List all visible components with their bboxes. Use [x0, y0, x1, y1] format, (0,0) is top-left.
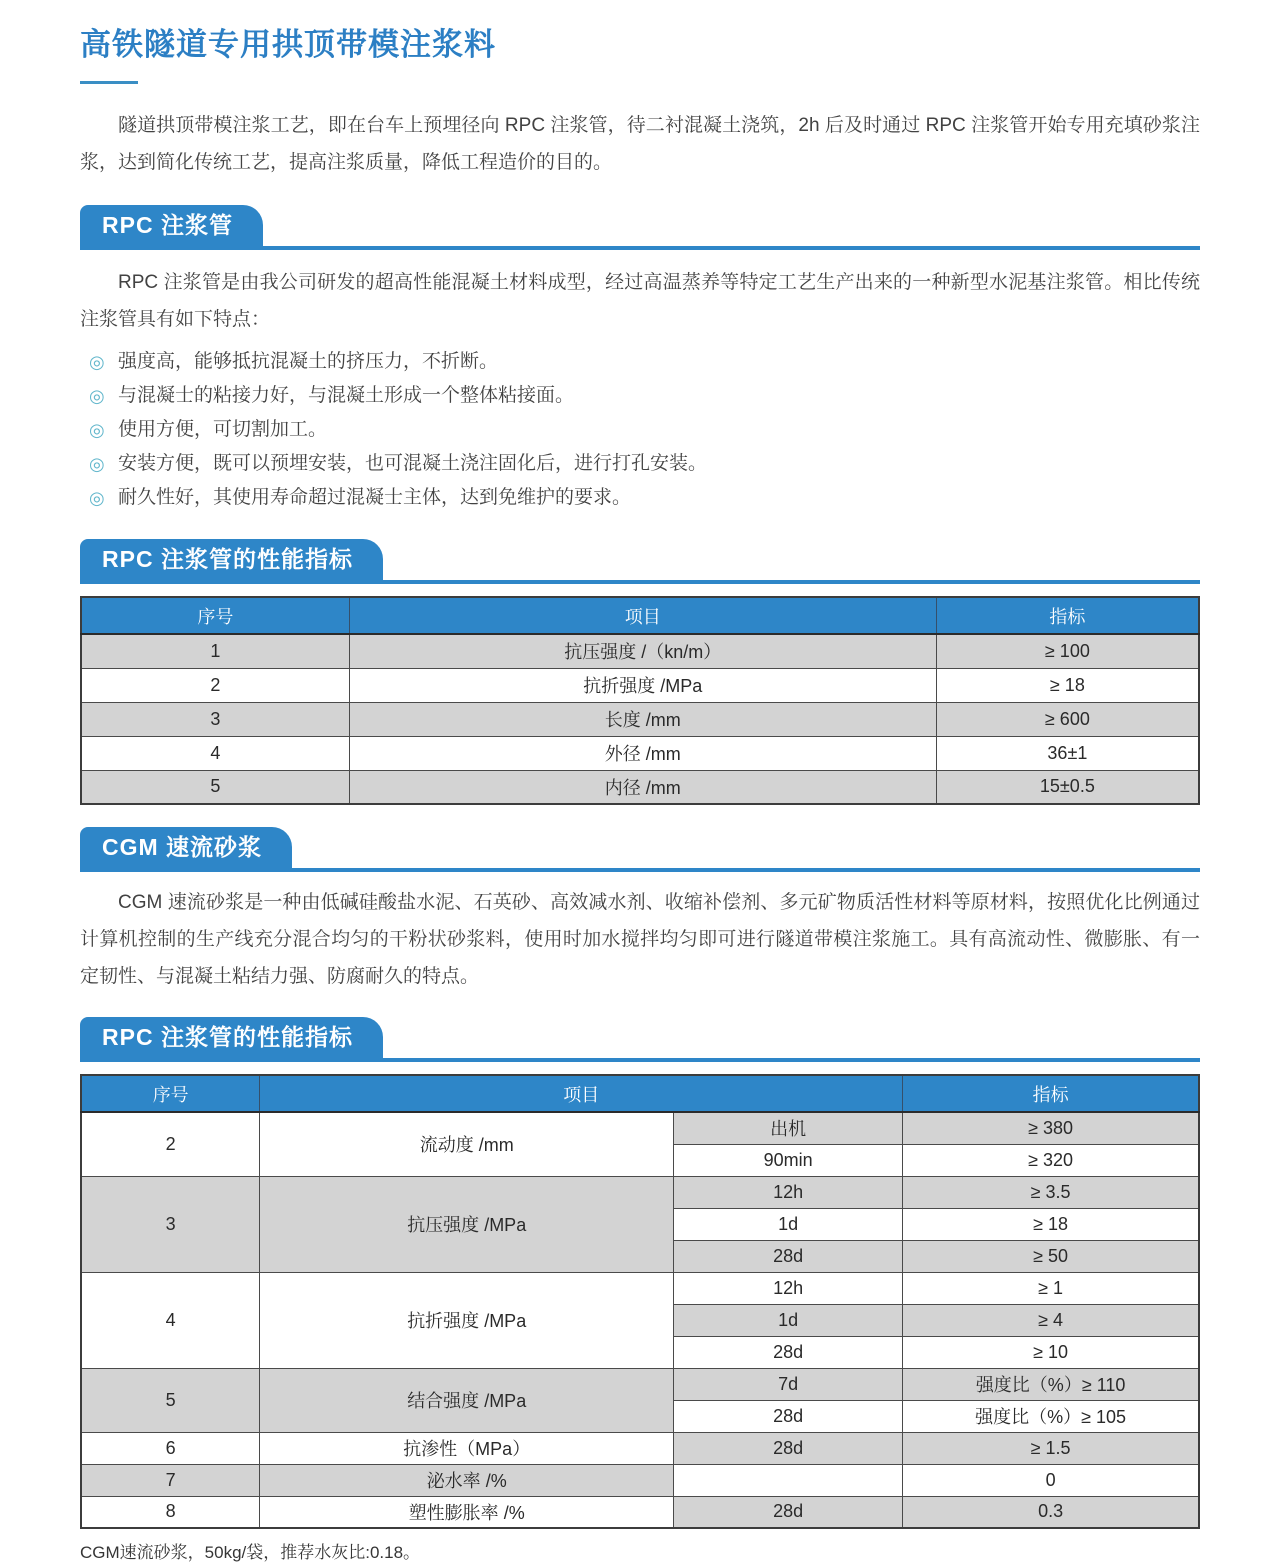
- cell-time: 7d: [674, 1368, 903, 1400]
- cell-item: 结合强度 /MPa: [260, 1368, 674, 1432]
- cell-no: 2: [81, 668, 349, 702]
- table-row: [81, 1464, 1199, 1496]
- cell-time: 出机: [674, 1112, 903, 1144]
- list-item: [80, 447, 1200, 481]
- cell-no: 6: [81, 1432, 260, 1464]
- cell-time: 28d: [674, 1240, 903, 1272]
- cell-index: 36±1: [936, 736, 1199, 770]
- table-row: [81, 1368, 1199, 1400]
- cell-item: 流动度 /mm: [260, 1112, 674, 1176]
- cell-index: ≥ 50: [903, 1240, 1199, 1272]
- cell-time: 28d: [674, 1400, 903, 1432]
- cell-no: 5: [81, 1368, 260, 1432]
- cell-index: ≥ 3.5: [903, 1176, 1199, 1208]
- table-row: [81, 1112, 1199, 1144]
- page-title: 高铁隧道专用拱顶带模注浆料: [80, 27, 496, 62]
- document-page: [0, 24, 1280, 1563]
- cell-index: 强度比（%）≥ 105: [903, 1400, 1199, 1432]
- table-header-row: [81, 1075, 1199, 1112]
- table-row: [81, 736, 1199, 770]
- bullet-text: 安装方便，既可以预埋安装，也可混凝土浇注固化后，进行打孔安装。: [118, 453, 708, 474]
- list-item: [80, 481, 1200, 515]
- cell-no: 4: [81, 736, 349, 770]
- cell-no: 8: [81, 1496, 260, 1528]
- section-header-cgm: [80, 827, 1200, 872]
- cell-item: 泌水率 /%: [260, 1464, 674, 1496]
- list-item: [80, 379, 1200, 413]
- bullet-text: 使用方便，可切割加工。: [118, 419, 328, 440]
- col-header-no: 序号: [81, 1075, 260, 1112]
- cell-no: 2: [81, 1112, 260, 1176]
- cell-time: [674, 1464, 903, 1496]
- cell-index: ≥ 18: [936, 668, 1199, 702]
- bullet-text: 强度高，能够抵抗混凝土的挤压力，不折断。: [118, 351, 499, 372]
- cell-index: ≥ 10: [903, 1336, 1199, 1368]
- cell-no: 3: [81, 1176, 260, 1272]
- rpc-performance-table: [80, 596, 1200, 805]
- cell-index: 强度比（%）≥ 110: [903, 1368, 1199, 1400]
- table-row: [81, 702, 1199, 736]
- bullet-icon: ◎: [89, 488, 105, 508]
- bullet-text: 与混凝士的粘接力好，与混凝土形成一个整体粘接面。: [118, 385, 575, 406]
- cell-time: 28d: [674, 1336, 903, 1368]
- intro-paragraph: 隧道拱顶带模注浆工艺，即在台车上预埋径向 RPC 注浆管，待二衬混凝土浇筑，2h 后及时通过 RPC 注浆管开始专用充填砂浆注浆，达到简化传统工艺，提高注浆质量，降低工程造价的目的。: [80, 115, 1200, 173]
- cell-time: 12h: [674, 1272, 903, 1304]
- rpc-paragraph: RPC 注浆管是由我公司研发的超高性能混凝土材料成型，经过高温蒸养等特定工艺生产出来的一种新型水泥基注浆管。相比传统注浆管具有如下特点：: [80, 272, 1200, 330]
- footnote: CGM速流砂浆，50kg/袋，推荐水灰比:0.18。: [80, 1543, 421, 1562]
- title-underline: [80, 81, 138, 84]
- cell-item: 抗折强度 /MPa: [349, 668, 936, 702]
- table-row: [81, 1496, 1199, 1528]
- cell-time: 1d: [674, 1304, 903, 1336]
- cell-index: ≥ 600: [936, 702, 1199, 736]
- table-row: [81, 634, 1199, 668]
- col-header-item: 项目: [260, 1075, 903, 1112]
- cell-item: 抗渗性（MPa）: [260, 1432, 674, 1464]
- bullet-icon: ◎: [89, 454, 105, 474]
- cell-item: 长度 /mm: [349, 702, 936, 736]
- cell-item: 抗压强度 /MPa: [260, 1176, 674, 1272]
- table-header-row: [81, 597, 1199, 634]
- cell-no: 3: [81, 702, 349, 736]
- cell-item: 抗压强度 /（kn/m）: [349, 634, 936, 668]
- table-row: [81, 1272, 1199, 1304]
- bullet-icon: ◎: [89, 420, 105, 440]
- section-badge-cgm: CGM 速流砂浆: [80, 827, 292, 868]
- col-header-index: 指标: [903, 1075, 1199, 1112]
- col-header-no: 序号: [81, 597, 349, 634]
- cell-no: 7: [81, 1464, 260, 1496]
- cell-index: ≥ 1: [903, 1272, 1199, 1304]
- cgm-performance-table: [80, 1074, 1200, 1529]
- list-item: [80, 413, 1200, 447]
- section-header-cgm-performance: [80, 1017, 1200, 1062]
- cell-index: ≥ 4: [903, 1304, 1199, 1336]
- cell-no: 4: [81, 1272, 260, 1368]
- list-item: [80, 345, 1200, 379]
- section-badge-cgm-performance: RPC 注浆管的性能指标: [80, 1017, 383, 1058]
- table-row: [81, 770, 1199, 804]
- cell-time: 90min: [674, 1144, 903, 1176]
- cell-index: 0.3: [903, 1496, 1199, 1528]
- table-row: [81, 668, 1199, 702]
- cell-index: 0: [903, 1464, 1199, 1496]
- cell-no: 1: [81, 634, 349, 668]
- cell-item: 塑性膨胀率 /%: [260, 1496, 674, 1528]
- cell-index: ≥ 18: [903, 1208, 1199, 1240]
- cell-no: 5: [81, 770, 349, 804]
- cgm-paragraph: CGM 速流砂浆是一种由低碱硅酸盐水泥、石英砂、高效减水剂、收缩补偿剂、多元矿物质活性材料等原材料，按照优化比例通过计算机控制的生产线充分混合均匀的干粉状砂浆料，使用时加水搅拌均匀即可进行隧道带模注浆施工。具有高流动性、微膨胀、有一定韧性、与混凝土粘结力强、防腐耐久的特点。: [80, 892, 1200, 987]
- col-header-index: 指标: [936, 597, 1199, 634]
- bullet-text: 耐久性好，其使用寿命超过混凝士主体，达到免维护的要求。: [118, 487, 632, 508]
- cell-index: ≥ 380: [903, 1112, 1199, 1144]
- cell-index: ≥ 1.5: [903, 1432, 1199, 1464]
- bullet-icon: ◎: [89, 352, 105, 372]
- section-header-rpc-performance: [80, 539, 1200, 584]
- table-row: [81, 1176, 1199, 1208]
- cell-time: 28d: [674, 1496, 903, 1528]
- cell-index: ≥ 100: [936, 634, 1199, 668]
- cell-index: 15±0.5: [936, 770, 1199, 804]
- cell-index: ≥ 320: [903, 1144, 1199, 1176]
- col-header-item: 项目: [349, 597, 936, 634]
- bullet-icon: ◎: [89, 386, 105, 406]
- section-badge-rpc-performance: RPC 注浆管的性能指标: [80, 539, 383, 580]
- rpc-feature-list: [80, 345, 1200, 515]
- cell-time: 28d: [674, 1432, 903, 1464]
- cell-time: 12h: [674, 1176, 903, 1208]
- cell-item: 外径 /mm: [349, 736, 936, 770]
- cell-item: 内径 /mm: [349, 770, 936, 804]
- section-header-rpc: [80, 205, 1200, 250]
- cell-item: 抗折强度 /MPa: [260, 1272, 674, 1368]
- table-row: [81, 1432, 1199, 1464]
- section-badge-rpc: RPC 注浆管: [80, 205, 263, 246]
- cell-time: 1d: [674, 1208, 903, 1240]
